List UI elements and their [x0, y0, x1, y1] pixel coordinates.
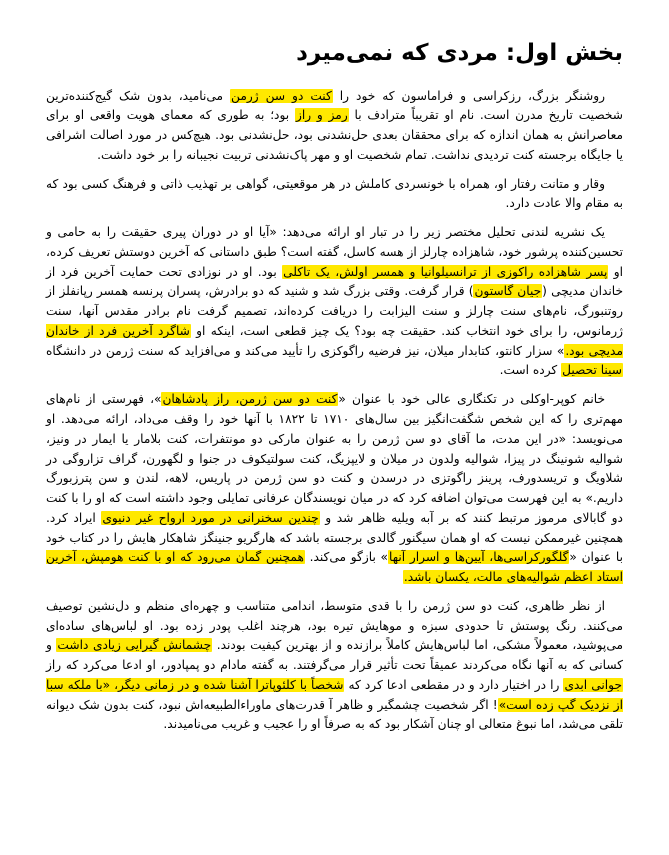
- text-run: بود. او در نوزادی تحت حمایت آخرین فرد از خاندان مدیچی (: [46, 264, 623, 299]
- paragraph: [46, 87, 623, 166]
- text-run: از نظر ظاهری، کنت دو سن ژرمن را با قدی متوسط، اندامی متناسب و چهره‌ای منظم و دل‌نشین توصیف می‌کنند. رنگ پوستش تا حدودی سبزه و موهایش تیره بود، هرچند اغلب پودر زده بود. او لباس‌های ساده‌ای می‌پوشید، معمولاً مشکی، اما لباس‌هایش کاملاً برازنده و از بهترین کیفیت بودند.: [46, 598, 624, 653]
- highlighted-text: جیان گاستون: [474, 284, 542, 299]
- text-run: ایراد کرد. همچنین غیرممکن نیست که او همان سیگنور گالدی برجسته باشد که هارگریو جنینگز شاهکار هایش را در کتاب خود با عنوان «: [46, 510, 623, 565]
- text-run: را در اختیار دارد و در مقطعی ادعا کرد که: [344, 677, 564, 692]
- paragraph: [46, 175, 623, 215]
- document-body: [46, 87, 623, 736]
- text-run: ! اگر شخصیت چشمگیر و ظاهر آ قدرت‌های ماوراءالطبیعه‌اش نبود، کنت بدون شک دیوانه تلقی می‌شد، اما نبوغ متعالی او چنان آشکار بود که به صرفاً او را عجیب و غریب می‌نامیدند.: [46, 697, 623, 732]
- text-run: طبق داستانی که آخرین دوستش تعریف کرده، او: [46, 244, 623, 279]
- highlighted-text: چندین سخنرانی در مورد ارواح غیر دنیوی: [102, 510, 319, 525]
- highlighted-text: سینا تحصیل: [562, 363, 622, 378]
- highlighted-text: جوانی ابدی: [564, 677, 622, 692]
- text-run: وقار و متانت رفتار او، همراه با خونسردی کاملش در هر موقعیتی، گواهی بر تهذیب ذاتی و فرهنگ کسی بود که به مقام والا عادت دارد.: [46, 176, 623, 211]
- highlighted-text: شخصاً با کلئوپاترا آشنا شده و در زمانی دیگر، «با ملکه سبا از نزدیک گپ زده است»: [46, 677, 623, 712]
- paragraph: [46, 223, 623, 381]
- text-run: یک نشریه لندنی تحلیل مختصر زیر را در تبار او ارائه می‌دهد: «آیا او در دوران پیری حقیقت را به حامی و تحسین‌کننده پرشور خود، شاهزاده چارلز از هسه کاسل، گفته است؟: [46, 225, 623, 259]
- paragraph: [46, 390, 623, 588]
- page-title: بخش اول: مردی که نمی‌میرد: [296, 40, 623, 66]
- text-run: روشنگر بزرگ، رزکراسی و فراماسون که خود را: [332, 88, 605, 103]
- highlighted-text: چشمانش گیرایی زیادی داشت: [57, 638, 212, 653]
- text-run: و کسانی که به آنها نگاه می‌کردند عمیقاً تحت تأثیر قرار می‌گرفتند. به گفته مادام دو پمپادور، او ادعا می‌کرد که راز: [46, 638, 623, 673]
- highlighted-text: رمز و راز: [295, 108, 348, 123]
- text-run: »، فهرستی از نام‌های مهم‌تری را که این شخص شگفت‌انگیز بین سال‌های ۱۷۱۰ تا ۱۸۲۲ با آنها خود را وقف می‌داد، ارائه می‌دهد. او می‌نویسد: «در این مدت، ما آقای دو سن ژرمن را به عنوان مارکی دو مونتفرات، کنت بلامار یا ایمار در ونیز، شوالیه شونینگ در پیزا، شوالیه ولدون در میلان و لایپزیگ، کنت سولتیکوف در جنوا و لگهورن، گراف تزاروگی در شلاویگ و تریسدورف، پرینز راگوتزی در درسدن و کنت دو سن ژرمن در پاریس، لاهه، لندن و سن پترزبورگ داریم.» به این فهرست می‌توان اضافه کرد که در میان نویسندگان عرفانی تمایلی وجود داشته است که او را با کنت دو گابالای مرموز مرتبط کنند که بر آبه ویلیه ظاهر شد و: [46, 392, 624, 525]
- text-run: ) قرار گرفت. وقتی بزرگ شد و شنید که دو برادرش، پسران پرنسه همسر رپانفلز از روتنبورگ، نام‌های سنت چارلز و سنت الیزابت را دریافت کرده‌اند، تصمیم گرفت نام برادر مقدس آنها، سنت ژرمانوس، را برای خود انتخاب کند. حقیقت چه بود؟ یک چیز قطعی است، اینکه او: [46, 284, 623, 338]
- paragraph: [46, 597, 623, 735]
- highlighted-text: پسر شاهزاده راکوزی از ترانسیلوانیا و همسر اولش، یک تاکلی: [283, 264, 608, 279]
- text-run: بود؛ به طوری که معمای هویت واقعی او برای معاصرانش به همان اندازه که برای محققان بعدی حل‌نشدنی بود، حل‌نشدنی بود. هیچ‌کس در مورد اصالت اشرافی یا جایگاه برجسته کنت تردیدی نداشت. تمام شخصیت او و مهر پاک‌نشدنی تربیت نجیبانه را بر خود داشت.: [46, 108, 623, 162]
- text-run: » سزار کانتو، کتابدار میلان، نیز فرضیه راگوکزی را تأیید می‌کند و می‌افزاید که سنت ژرمن در دانشگاه: [46, 343, 565, 358]
- highlighted-text: کنت دو سن ژرمن، راز پادشاهان: [162, 392, 338, 407]
- highlighted-text: کنت دو سن ژرمن: [231, 88, 332, 103]
- text-run: خانم کوپر-اوکلی در تکنگاری عالی خود با عنوان «: [338, 392, 605, 407]
- text-run: » بازگو می‌کند.: [304, 550, 389, 565]
- highlighted-text: شاگرد آخرین فرد از خاندان مدیچی بود.: [46, 323, 623, 358]
- highlighted-text: گلگورکراسی‌ها، آیین‌ها و اسرار آنها: [389, 550, 569, 565]
- highlighted-text: همچنین گمان می‌رود که او با کنت هومپش، آخرین استاد اعظم شوالیه‌های مالت، یکسان باشد.: [46, 550, 623, 585]
- text-run: می‌نامید، بدون شک گیج‌کننده‌ترین شخصیت تاریخ مدرن است. نام او تقریباً مترادف با: [46, 88, 623, 123]
- text-run: کرده است.: [499, 363, 562, 378]
